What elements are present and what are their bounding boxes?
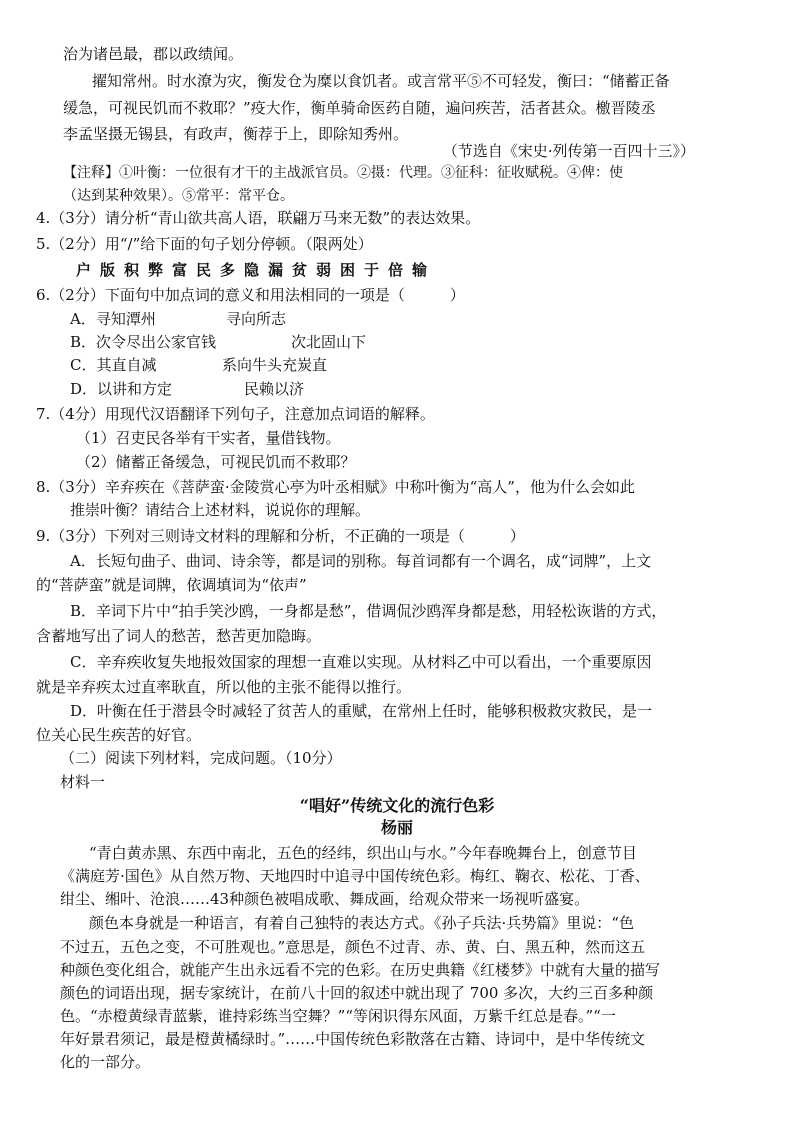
question-8: 8.（3分）辛弃疾在《菩萨蛮·金陵赏心亭为叶丞相赋》中称叶衡为“高人”，他为什么会如此 [36,478,635,496]
article-paragraph-line: 《满庭芳·国色》从自然万物、天地四时中追寻中国传统色彩。梅红、鞠衣、松花、丁香、 [60,867,650,885]
q9-option-b: B．辛词下片中“拍手笑沙鸥，一身都是愁”，借调侃沙鸥浑身都是愁，用轻松诙谐的方式， [70,602,667,620]
q6-option-b-first: B．次令尽出公家官钱 [70,333,217,351]
q9-option-a: A．长短句曲子、曲词、诗余等，都是词的别称。每首词都有一个调名，成“词牌”，上文 [70,552,652,570]
q9-option-c-cont: 就是辛弃疾太过直率耿直，所以他的主张不能得以推行。 [36,678,412,696]
article-paragraph-line: 化的一部分。 [60,1053,151,1071]
article-paragraph-line: “青白黄赤黑、东西中南北，五色的经纬，织出山与水。”今年春晚舞台上，创意节目 [89,844,637,862]
q9-option-d: D．叶衡在任于潜县令时减轻了贫苦人的重赋，在常州上任时，能够积极救灾救民，是一 [70,702,653,720]
article-paragraph-line: 不过五，五色之变，不可胜观也。”意思是，颜色不过青、赤、黄、白、黑五种，然而这五 [60,938,646,956]
article-title: “唱好”传统文化的流行色彩 [299,796,495,815]
passage-line: 李孟坚摄无锡县，有政声，衡荐于上，即除知秀州。 [63,125,409,143]
question-5-sentence: 户版积弊富民多隐漏贫弱困于倍输 [76,261,437,279]
question-7: 7.（4分）用现代汉语翻译下列句子，注意加点词语的解释。 [36,405,435,423]
section-heading: （二）阅读下列材料，完成问题。（10分） [60,749,342,767]
q9-option-c: C．辛弃疾收复失地报效国家的理想一直难以实现。从材料乙中可以看出，一个重要原因 [70,653,652,671]
article-paragraph-line: 年好景君须记，最是橙黄橘绿时。”……中国传统色彩散落在古籍、诗词中，是中华传统文 [60,1030,646,1048]
q6-option-c-second: 系向牛头充炭直 [222,356,328,374]
article-paragraph-line: 颜色的词语出现，据专家统计，在前八十回的叙述中就出现了 700 多次，大约三百多种颜 [60,984,654,1002]
article-author: 杨丽 [380,818,413,837]
question-7-item-1: （1）召吏民各举有干实者，量借钱物。 [76,429,341,447]
article-paragraph-line: 种颜色变化组合，就能产生出永远看不完的色彩。在历史典籍《红楼梦》中就有大量的描写 [60,961,661,979]
article-paragraph-line: 颜色本身就是一种语言，有着自己独特的表达方式。《孙子兵法·兵势篇》里说：“色 [89,914,634,932]
q9-option-a-cont: 的“菩萨蛮”就是词牌，依调填词为“依声” [36,576,307,594]
q6-option-d-second: 民赖以济 [244,380,305,398]
passage-line: 治为诸邑最，郡以政绩闻。 [63,45,244,63]
q9-option-d-cont: 位关心民生疾苦的好官。 [36,726,202,744]
question-4: 4.（3分）请分析“青山欲共高人语，联翩万马来无数”的表达效果。 [36,209,481,227]
q6-option-a-second: 寻向所志 [226,310,287,328]
passage-source: （节选自《宋史·列传第一百四十三》） [442,142,695,160]
annotation-note: 【注释】①叶衡：一位很有才干的主战派官员。②摄：代理。③征科：征收赋税。④俾：使 [63,165,623,181]
q6-option-d-first: D．以讲和方定 [70,380,173,398]
q9-option-b-cont: 含蓄地写出了词人的愁苦，愁苦更加隐晦。 [36,627,322,645]
question-8-cont: 推崇叶衡？请结合上述材料，说说你的理解。 [70,501,371,519]
question-6: 6.（2分）下面句中加点词的意义和用法相同的一项是（ ） [36,286,465,304]
article-paragraph-line: 绀尘、缃叶、沧浪……43种颜色被唱成歌、舞成画，给观众带来一场视听盛宴。 [60,890,590,908]
q6-option-a-first: A．寻知潭州 [70,310,156,328]
question-9: 9.（3分）下列对三则诗文材料的理解和分析，不正确的一项是（ ） [36,527,525,545]
passage-line: 擢知常州。时水潦为灾，衡发仓为糜以食饥者。或言常平⑤不可轻发，衡曰：“储蓄正备 [92,72,670,90]
article-paragraph-line: 色。“赤橙黄绿青蓝紫，谁持彩练当空舞？”“等闲识得东风面，万紫千红总是春。”“一 [60,1007,616,1025]
q6-option-b-second: 次北固山下 [291,333,367,351]
material-label: 材料一 [60,773,106,791]
annotation-note: （达到某种效果）。⑤常平：常平仓。 [63,188,294,204]
question-7-item-2: （2）储蓄正备缓急，可视民饥而不救耶？ [76,453,356,471]
question-5: 5.（2分）用“/”给下面的句子划分停顿。（限两处） [36,235,373,253]
passage-line: 缓急，可视民饥而不救耶？”疫大作，衡单骑命医药自随，遍问疾苦，活者甚众。檄晋陵丞 [63,99,656,117]
q6-option-c-first: C．其直自减 [70,356,157,374]
